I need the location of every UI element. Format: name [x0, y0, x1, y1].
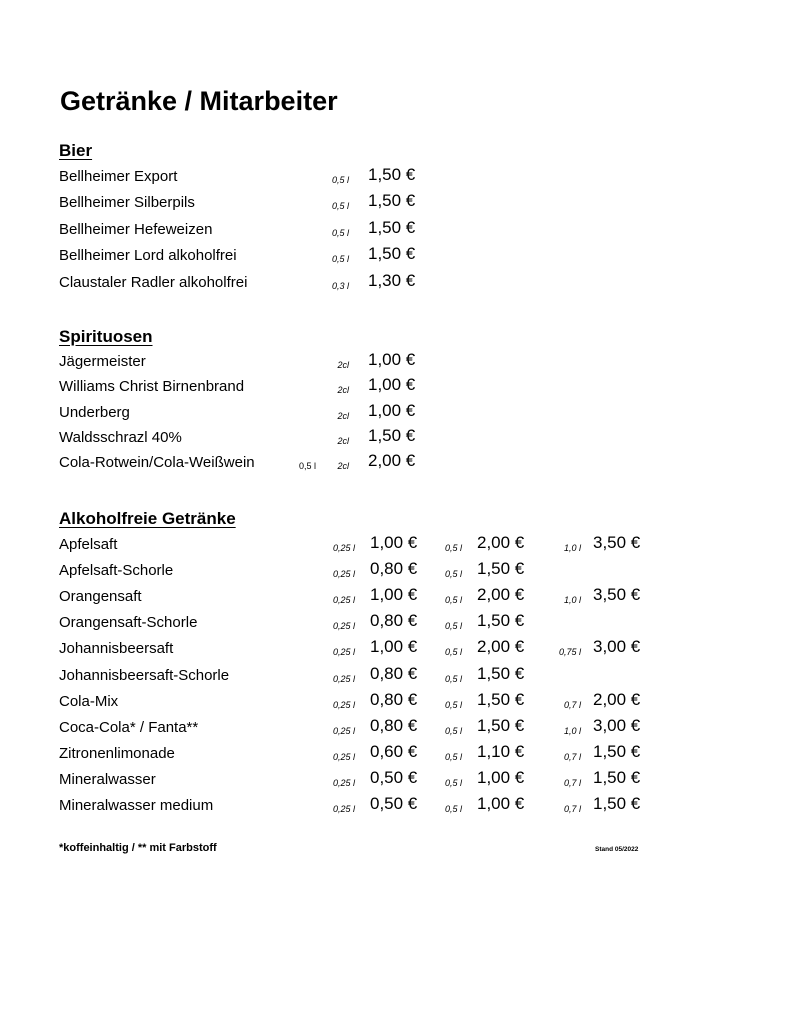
item-price: 1,50 € — [477, 559, 525, 578]
item-volume: 0,25 l — [332, 804, 355, 814]
item-volume: 0,5 l — [444, 778, 462, 788]
item-volume: 1,0 l — [563, 726, 581, 736]
item-volume: 0,5 l — [444, 621, 462, 631]
item-volume: 0,5 l — [331, 201, 349, 211]
item-price: 1,00 € — [370, 637, 418, 656]
item-price: 2,00 € — [368, 451, 416, 470]
item-volume: 0,25 l — [332, 726, 355, 736]
menu-row — [0, 191, 789, 215]
item-volume: 2cl — [337, 411, 349, 421]
item-price: 1,50 € — [593, 794, 641, 813]
item-price: 0,50 € — [370, 768, 418, 787]
item-price: 1,50 € — [368, 191, 416, 210]
item-name: Apfelsaft-Schorle — [59, 562, 174, 579]
item-price: 0,80 € — [370, 611, 418, 630]
item-price: 1,50 € — [593, 768, 641, 787]
item-price: 1,00 € — [477, 794, 525, 813]
item-volume: 0,7 l — [563, 804, 581, 814]
item-volume: 0,5 l — [331, 228, 349, 238]
item-name: Bellheimer Lord alkoholfrei — [59, 247, 237, 264]
item-volume: 0,25 l — [332, 674, 355, 684]
item-volume: 0,25 l — [332, 700, 355, 710]
item-price: 2,00 € — [477, 637, 525, 656]
item-price: 1,00 € — [370, 533, 418, 552]
item-price: 2,00 € — [477, 585, 525, 604]
item-volume: 0,5 l — [444, 700, 462, 710]
item-name: Johannisbeersaft — [59, 640, 174, 657]
item-volume: 0,7 l — [563, 752, 581, 762]
item-price: 1,10 € — [477, 742, 525, 761]
footnote: *koffeinhaltig / ** mit Farbstoff — [59, 842, 217, 854]
item-price: 1,00 € — [477, 768, 525, 787]
item-volume: 2cl — [337, 436, 349, 446]
item-name: Mineralwasser — [59, 771, 156, 788]
item-name: Cola-Mix — [59, 693, 119, 710]
menu-row — [0, 401, 789, 425]
item-name: Apfelsaft — [59, 536, 118, 553]
item-volume: 0,25 l — [332, 595, 355, 605]
item-price: 2,00 € — [477, 533, 525, 552]
item-volume: 0,5 l — [331, 254, 349, 264]
item-price: 0,80 € — [370, 716, 418, 735]
item-name: Bellheimer Hefeweizen — [59, 221, 213, 238]
item-price: 3,50 € — [593, 585, 641, 604]
item-price: 2,00 € — [593, 690, 641, 709]
menu-row — [0, 244, 789, 268]
menu-row — [0, 218, 789, 242]
item-volume: 2cl — [337, 385, 349, 395]
item-price: 1,50 € — [477, 716, 525, 735]
item-name: Mineralwasser medium — [59, 797, 214, 814]
item-price: 0,50 € — [370, 794, 418, 813]
menu-row — [0, 690, 789, 714]
item-price: 3,00 € — [593, 716, 641, 735]
item-name: Waldsschrazl 40% — [59, 429, 182, 446]
section-heading-spirituosen: Spirituosen — [59, 327, 153, 346]
item-volume: 0,5 l — [444, 569, 462, 579]
item-volume: 0,75 l — [558, 647, 581, 657]
item-volume: 0,25 l — [332, 647, 355, 657]
item-volume: 0,25 l — [332, 621, 355, 631]
item-name: Cola-Rotwein/Cola-Weißwein — [59, 454, 255, 471]
item-volume: 0,25 l — [332, 569, 355, 579]
item-volume: 2cl — [337, 360, 349, 370]
menu-row — [0, 716, 789, 740]
item-price: 1,00 € — [370, 585, 418, 604]
item-price: 1,50 € — [477, 664, 525, 683]
item-name: Coca-Cola* / Fanta** — [59, 719, 199, 736]
item-price: 0,80 € — [370, 664, 418, 683]
section-heading-bier: Bier — [59, 141, 93, 160]
menu-row — [0, 768, 789, 792]
menu-row — [0, 742, 789, 766]
item-extra-volume: 0,5 l — [299, 461, 317, 471]
item-volume: 0,5 l — [331, 175, 349, 185]
menu-row — [0, 559, 789, 583]
item-price: 1,00 € — [368, 401, 416, 420]
menu-row — [0, 585, 789, 609]
item-price: 1,50 € — [368, 218, 416, 237]
item-name: Williams Christ Birnenbrand — [59, 378, 245, 395]
item-price: 1,50 € — [368, 165, 416, 184]
menu-row — [0, 533, 789, 557]
item-volume: 0,5 l — [444, 752, 462, 762]
stand-date: Stand 05/2022 — [595, 846, 639, 853]
menu-row — [0, 794, 789, 818]
menu-row — [0, 451, 789, 475]
item-volume: 0,25 l — [332, 778, 355, 788]
item-price: 3,50 € — [593, 533, 641, 552]
menu-row — [0, 375, 789, 399]
menu-row — [0, 611, 789, 635]
section-heading-alkoholfreie-getraenke: Alkoholfreie Getränke — [59, 509, 236, 528]
item-price: 1,50 € — [368, 426, 416, 445]
item-volume: 1,0 l — [563, 543, 581, 553]
item-price: 1,00 € — [368, 375, 416, 394]
item-name: Underberg — [59, 404, 130, 421]
menu-row — [0, 165, 789, 189]
item-price: 1,50 € — [593, 742, 641, 761]
item-price: 1,50 € — [477, 611, 525, 630]
item-volume: 0,5 l — [444, 674, 462, 684]
menu-row — [0, 426, 789, 450]
item-volume: 0,7 l — [563, 778, 581, 788]
item-price: 0,80 € — [370, 690, 418, 709]
item-volume: 2cl — [337, 461, 349, 471]
item-price: 3,00 € — [593, 637, 641, 656]
item-volume: 1,0 l — [563, 595, 581, 605]
item-name: Jägermeister — [59, 353, 146, 370]
item-volume: 0,5 l — [444, 804, 462, 814]
page-title: Getränke / Mitarbeiter — [60, 86, 338, 116]
item-price: 1,50 € — [368, 244, 416, 263]
item-name: Bellheimer Silberpils — [59, 194, 195, 211]
item-price: 0,60 € — [370, 742, 418, 761]
item-price: 1,30 € — [368, 271, 416, 290]
item-volume: 0,5 l — [444, 647, 462, 657]
menu-row — [0, 271, 789, 295]
menu-row — [0, 637, 789, 661]
item-name: Orangensaft-Schorle — [59, 614, 198, 631]
item-name: Bellheimer Export — [59, 168, 178, 185]
item-name: Claustaler Radler alkoholfrei — [59, 274, 248, 291]
item-price: 1,50 € — [477, 690, 525, 709]
item-volume: 0,7 l — [563, 700, 581, 710]
item-volume: 0,5 l — [444, 595, 462, 605]
item-name: Zitronenlimonade — [59, 745, 175, 762]
item-name: Orangensaft — [59, 588, 142, 605]
item-volume: 0,5 l — [444, 726, 462, 736]
menu-row — [0, 350, 789, 374]
item-volume: 0,3 l — [331, 281, 349, 291]
item-price: 0,80 € — [370, 559, 418, 578]
item-volume: 0,5 l — [444, 543, 462, 553]
item-volume: 0,25 l — [332, 543, 355, 553]
menu-row — [0, 664, 789, 688]
item-price: 1,00 € — [368, 350, 416, 369]
item-volume: 0,25 l — [332, 752, 355, 762]
item-name: Johannisbeersaft-Schorle — [59, 667, 230, 684]
